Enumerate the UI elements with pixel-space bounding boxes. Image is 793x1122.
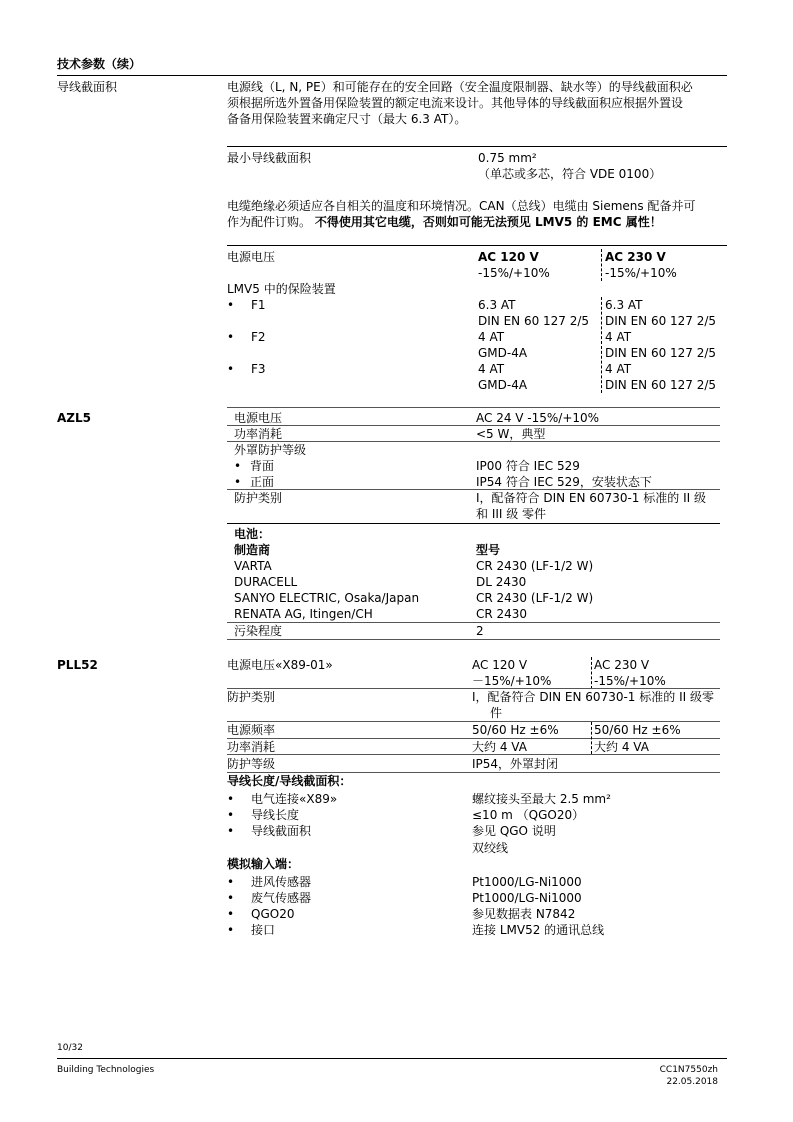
pll52-section-label: PLL52 [57,658,98,672]
analog-item-value: Pt1000/LG-Ni1000 [472,891,582,905]
fuse-name: • F1 [251,297,266,313]
pll52-power-value: 大约 4 VA [472,740,527,754]
analog-inputs-heading: 模拟输入端： [227,857,300,871]
bullet-icon: • [234,459,242,473]
analog-item-label: • 进风传感器 [251,874,311,890]
fuse-value: 6.3 AT [478,298,516,312]
battery-type-header: 型号 [476,543,501,557]
wire-item-value: 螺纹接头至最大 2.5 mm² [472,792,611,806]
pll52-ac230: AC 230 V [594,658,650,672]
fuse-name: • F2 [251,329,266,345]
battery-heading: 电池： [234,527,271,541]
column-divider [601,297,602,393]
company-name: Building Technologies [57,1065,155,1075]
column-divider [601,249,602,281]
azl5-class-value: 和 III 级 零件 [476,507,547,521]
azl5-power-label: 功率消耗 [234,427,283,441]
wire-length-heading: 导线长度/导线截面积： [227,774,352,788]
wire-item-value: ≤10 m （QGO20） [472,808,585,822]
supply-ac230: AC 230 V [605,250,666,264]
page-title: 技术参数（续） [57,57,142,71]
wire-section-label: 导线截面积 [57,80,118,94]
fuse-value: 4 AT [478,362,505,376]
pll52-tolerance-120: －15%/+10% [472,674,552,688]
pll52-power-value: 大约 4 VA [594,740,649,754]
row-rule [227,245,727,246]
cable-paragraph-text: 作为配件订购。 [227,215,312,229]
azl5-front-value: IP54 符合 IEC 529，安装状态下 [476,475,652,489]
azl5-power-value: <5 W，典型 [476,427,546,441]
analog-item-label: • 废气传感器 [251,890,311,906]
battery-type: CR 2430 (LF-1/2 W) [476,591,594,605]
wire-item-label: • 导线长度 [251,807,299,823]
page-number: 10/32 [57,1043,83,1053]
row-rule [227,523,720,524]
twisted-pair-note: 双绞线 [472,841,509,855]
azl5-back-value: IP00 符合 IEC 529 [476,459,580,473]
azl5-front-label [234,474,275,490]
analog-item-value: 连接 LMV52 的通讯总线 [472,923,605,937]
supply-voltage-label: 电源电压 [227,250,276,264]
pll52-ip-value: IP54，外罩封闭 [472,757,559,771]
column-divider [591,722,592,754]
wire-paragraph-line: 备备用保险装置来确定尺寸（最大 6.3 AT）。 [227,112,467,126]
pll52-ac120: AC 120 V [472,658,528,672]
supply-ac120: AC 120 V [478,250,539,264]
fuse-value: 4 AT [605,330,632,344]
azl5-back-text: 背面 [250,459,275,473]
row-rule [227,146,727,147]
min-wire-label: 最小导线截面积 [227,151,312,165]
wire-paragraph-line: 电源线（L, N, PE）和可能存在的安全回路（安全温度限制器、缺水等）的导线截面积必 [227,80,693,94]
fuse-name: • F3 [251,361,266,377]
bullet-icon: • [234,475,242,489]
battery-maker: RENATA AG, Itingen/CH [234,607,373,621]
pll52-tolerance-230: -15%/+10% [594,674,666,688]
battery-maker: VARTA [234,559,272,573]
footer-rule [57,1058,727,1059]
fuse-value: GMD-4A [478,378,528,392]
azl5-section-label: AZL5 [57,411,91,425]
pll52-freq-value: 50/60 Hz ±6% [594,723,681,737]
pollution-value: 2 [476,624,484,638]
cable-paragraph-line [227,214,662,230]
wire-paragraph-line: 须根据所选外置备用保险装置的额定电流来设计。其他导体的导线截面积应根据外置设 [227,96,684,110]
cable-warning: 不得使用其它电缆，否则如可能无法预见 LMV5 的 EMC 属性！ [314,215,662,229]
battery-maker: SANYO ELECTRIC, Osaka/Japan [234,591,420,605]
fuse-value: GMD-4A [478,346,528,360]
battery-type: CR 2430 (LF-1/2 W) [476,559,594,573]
battery-type: CR 2430 [476,607,528,621]
supply-tolerance-120: -15%/+10% [478,266,550,280]
battery-maker: DURACELL [234,575,298,589]
analog-item-value: 参见数据表 N7842 [472,907,576,921]
battery-maker-header: 制造商 [234,543,271,557]
azl5-front-text: 正面 [250,475,275,489]
min-wire-value: 0.75 mm² [478,151,537,165]
fuse-value: DIN EN 60 127 2/5 [605,346,717,360]
azl5-supply-value: AC 24 V -15%/+10% [476,411,600,425]
fuse-value: DIN EN 60 127 2/5 [605,314,717,328]
row-rule [227,425,720,426]
cable-paragraph-line: 电缆绝缘必须适应各自相关的温度和环境情况。CAN（总线）电缆由 Siemens 配备并可 [227,199,696,213]
fuse-heading: LMV5 中的保险装置 [227,282,336,296]
min-wire-note: （单芯或多芯，符合 VDE 0100） [478,167,662,181]
pll52-ip-label: 防护等级 [227,757,276,771]
pll52-class-value: I，配备符合 DIN EN 60730-1 标准的 II 级零 [472,690,714,704]
document-date: 22.05.2018 [666,1077,718,1087]
wire-item-value: 参见 QGO 说明 [472,824,556,838]
battery-type: DL 2430 [476,575,527,589]
fuse-value: DIN EN 60 127 2/5 [478,314,590,328]
row-rule [227,622,720,623]
row-rule [227,639,720,640]
azl5-class-value: I，配备符合 DIN EN 60730-1 标准的 II 级 [476,491,706,505]
analog-item-label: • 接口 [251,922,275,938]
analog-item-label: • QGO20 [251,906,294,922]
wire-item-label: • 电气连接«X89» [251,791,337,807]
pll52-class-value: 件 [490,706,503,720]
fuse-value: DIN EN 60 127 2/5 [605,378,717,392]
wire-item-label: • 导线截面积 [251,823,311,839]
row-rule [227,407,720,408]
pll52-power-label: 功率消耗 [227,740,276,754]
azl5-class-label: 防护类别 [234,491,283,505]
azl5-enclosure-label: 外罩防护等级 [234,443,307,457]
pll52-class-label: 防护类别 [227,690,276,704]
column-divider [591,657,592,689]
azl5-supply-label: 电源电压 [234,411,283,425]
document-number: CC1N7550zh [659,1065,718,1075]
pll52-freq-label: 电源频率 [227,723,276,737]
fuse-value: 4 AT [605,362,632,376]
supply-tolerance-230: -15%/+10% [605,266,677,280]
header-rule [57,75,727,76]
pll52-supply-label: 电源电压«X89-01» [227,658,333,672]
analog-item-value: Pt1000/LG-Ni1000 [472,875,582,889]
fuse-value: 6.3 AT [605,298,643,312]
pll52-freq-value: 50/60 Hz ±6% [472,723,559,737]
pollution-label: 污染程度 [234,624,283,638]
fuse-value: 4 AT [478,330,505,344]
azl5-back-label [234,458,275,474]
row-rule [227,754,720,755]
